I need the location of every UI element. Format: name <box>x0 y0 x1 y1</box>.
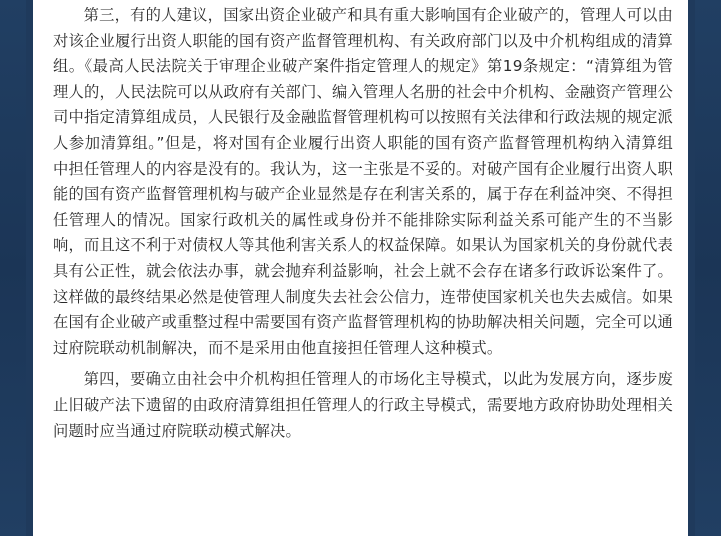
right-border <box>695 0 721 536</box>
paragraph-third-point: 第三，有的人建议，国家出资企业破产和具有重大影响国有企业破产的，管理人可以由对该企业履行出资人职能的国有资产监督管理机构、有关政府部门以及中介机构组成的清算组。《最高人民法院关于审理企业破产案件指定管理人的规定》第19条规定：“清算组为管理人的，人民法院可以从政府有关部门、编入管理人名册的社会中介机构、金融资产管理公司中指定清算组成员，人民银行及金融监督管理机构可以按照有关法律和行政法规的规定派人参加清算组。”但是，将对国有企业履行出资人职能的国有资产监督管理机构纳入清算组中担任管理人的内容是没有的。我认为，这一主张是不妥的。对破产国有企业履行出资人职能的国有资产监督管理机构与破产企业显然是存在利害关系的，属于存在利益冲突、不得担任管理人的情况。国家行政机关的属性或身份并不能排除实际利益关系可能产生的不当影响，而且这不利于对债权人等其他利害关系人的权益保障。如果认为国家机关的身份就代表具有公正性，就会依法办事，就会抛弃利益影响，社会上就不会存在诸多行政诉讼案件了。这样做的最终结果必然是使管理人制度失去社会公信力，连带使国家机关也失去威信。如果在国有企业破产或重整过程中需要国有资产监督管理机构的协助解决相关问题，完全可以通过府院联动机制解决，而不是采用由他直接担任管理人这种模式。 <box>53 6 673 357</box>
article-page <box>33 0 688 536</box>
paragraph-fourth-point: 第四，要确立由社会中介机构担任管理人的市场化主导模式，以此为发展方向，逐步废止旧破产法下遗留的由政府清算组担任管理人的行政主导模式，需要地方政府协助处理相关问题时应当通过府院联动模式解决。 <box>53 370 673 440</box>
left-border <box>0 0 26 536</box>
article-body <box>53 3 673 450</box>
